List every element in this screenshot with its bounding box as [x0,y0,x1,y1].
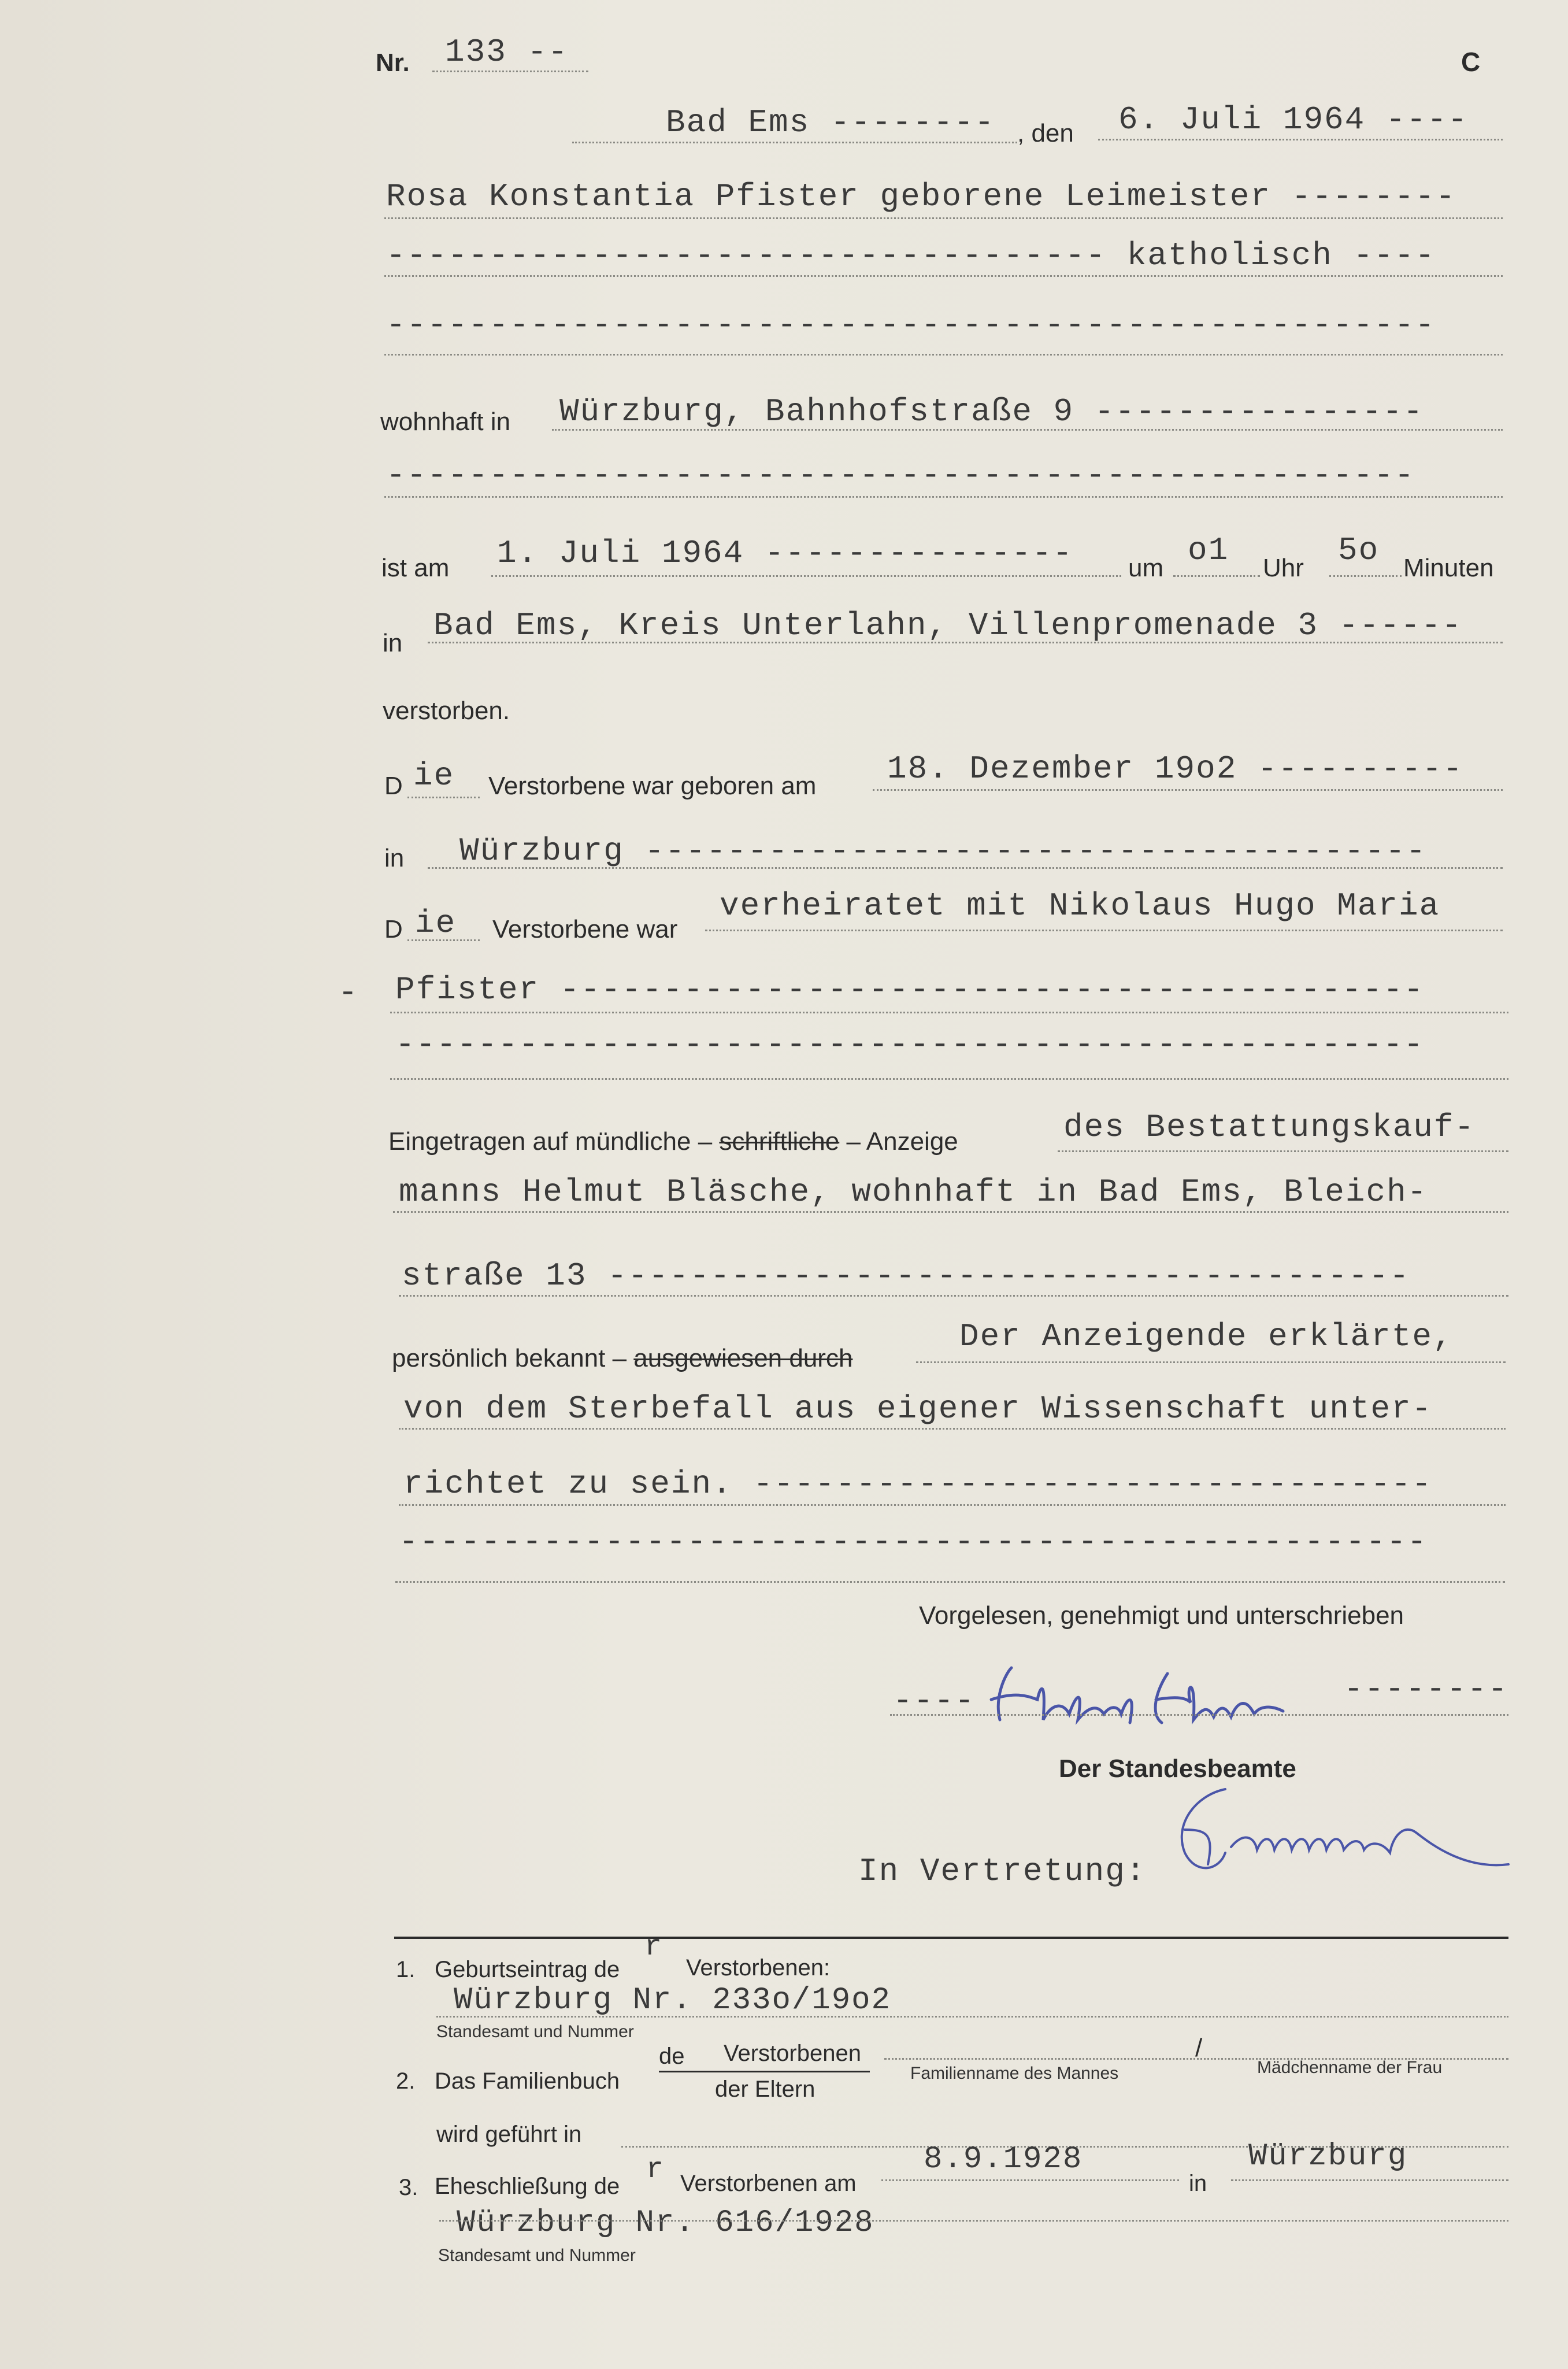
dotted-line [399,1428,1506,1430]
entry-number: 133 -- [445,34,569,71]
dotted-line [491,575,1121,577]
dotted-line [439,2220,1508,2222]
birth-d-fill: ie [413,757,455,794]
item3-place: Würzburg [1248,2139,1408,2174]
dotted-line [1173,575,1260,577]
geboren-label: Verstorbene war geboren am [488,772,817,800]
name-line-2: ----------------------------------- katholisch ---- [386,237,1436,274]
birth-in-label: in [384,844,405,872]
dotted-line [428,642,1503,643]
marital-line-1: verheiratet mit Nikolaus Hugo Maria [720,887,1440,924]
sig-dashes-right: -------- [1344,1671,1508,1708]
item3-label-b: Verstorbenen am [680,2171,857,2196]
item2-number: 2. [396,2068,416,2094]
identity-line-1: Der Anzeigende erklärte, [959,1318,1454,1355]
dotted-line [384,496,1503,498]
item1-label-b: Verstorbenen: [686,1955,831,1981]
item2-eltern: der Eltern [715,2076,815,2102]
marital-d-prefix: D [384,915,403,943]
dotted-line [384,275,1503,277]
registration-line-2: manns Helmut Bläsche, wohnhaft in Bad Ems, Bleich- [399,1174,1428,1211]
dotted-line [916,1361,1506,1363]
deputy-signature [1162,1778,1520,1887]
dotted-line [428,867,1503,869]
place-value: Bad Ems -------- [666,104,995,141]
dotted-line [384,217,1503,219]
margin-dash: - [338,974,359,1011]
dotted-line [407,797,480,798]
dotted-line [1329,575,1402,577]
dotted-line [890,1714,1508,1716]
ist-am-label: ist am [381,554,450,582]
identity-line-4: -------------------------------------------------- [399,1523,1428,1560]
birth-date: 18. Dezember 19o2 ---------- [887,750,1463,787]
minuten-label: Minuten [1403,554,1494,582]
item2-de: de [659,2044,685,2069]
registration-label-a: Eingetragen auf mündliche – [388,1127,713,1156]
identity-struck: ausgewiesen durch [633,1344,853,1372]
dotted-line [1058,1150,1508,1152]
registration-label [388,1127,958,1156]
item2-husband-label: Familienname des Mannes [910,2064,1119,2083]
death-hour: o1 [1188,532,1229,569]
date-value: 6. Juli 1964 ---- [1118,101,1469,138]
item1-label-a: Geburtseintrag de [435,1957,620,1982]
dotted-line [1231,2179,1508,2181]
um-label: um [1128,554,1164,582]
identity-line-3: richtet zu sein. --------------------------------- [403,1465,1433,1502]
sig-dashes-left: ---- [893,1682,976,1719]
dotted-line [881,2179,1179,2181]
identity-label [392,1344,852,1373]
dotted-line [384,354,1503,356]
wohnhaft-label: wohnhaft in [380,408,511,436]
item2-wife-label: Mädchenname der Frau [1257,2058,1443,2077]
dotted-line [705,930,1503,931]
dotted-line [1098,139,1503,140]
dotted-line [393,1211,1508,1213]
death-place: Bad Ems, Kreis Unterlahn, Villenpromenade 3 ------ [433,607,1463,644]
dotted-line [399,1504,1506,1506]
item3-number: 3. [399,2175,418,2200]
uhr-label: Uhr [1263,554,1304,582]
standesamt-label-2: Standesamt und Nummer [438,2246,636,2265]
item2-label: Das Familienbuch [435,2068,620,2094]
identity-line-2: von dem Sterbefall aus eigener Wissenschaft unter- [403,1390,1433,1427]
dotted-line [395,1581,1505,1583]
item2-verstorbenen: Verstorbenen [724,2041,861,2066]
registration-line-1: des Bestattungskauf- [1063,1109,1476,1146]
marital-line-3: -------------------------------------------------- [395,1026,1425,1063]
nr-label: Nr. [376,49,410,77]
name-line-3: --------------------------------------------------- [386,306,1436,343]
dotted-line [572,142,1017,143]
registration-line-3: straße 13 --------------------------------------- [402,1257,1410,1294]
birth-d-prefix: D [384,772,403,800]
corner-letter: C [1461,47,1481,77]
item1-value: Würzburg Nr. 233o/19o2 [454,1983,891,2018]
dotted-line [399,1295,1508,1297]
marital-d-fill: ie [415,905,457,942]
dotted-line [407,939,480,941]
registrar-label: Der Standesbeamte [1059,1754,1296,1783]
item3-fill: r [646,2153,665,2186]
item2-slash: / [1195,2034,1203,2062]
birth-place: Würzburg -------------------------------------- [459,832,1427,869]
death-date: 1. Juli 1964 --------------- [497,535,1073,572]
item3-in: in [1189,2171,1207,2196]
identity-label-a: persönlich bekannt – [392,1344,627,1372]
registration-label-b: – Anzeige [846,1127,958,1156]
standesamt-label: Standesamt und Nummer [436,2022,634,2041]
in-label: in [383,629,403,657]
verstorben-label: verstorben. [383,697,510,725]
wird-gefuehrt-label: wird geführt in [436,2122,582,2147]
residence-line-2: -------------------------------------------------- [386,457,1415,494]
dotted-line [873,789,1503,791]
residence-line-1: Würzburg, Bahnhofstraße 9 ---------------- [559,393,1424,430]
marital-line-2: Pfister ------------------------------------------ [395,971,1425,1008]
read-approved-label: Vorgelesen, genehmigt und unterschrieben [919,1601,1404,1630]
item3-date: 8.9.1928 [924,2142,1083,2177]
verheiratet-label: Verstorbene war [492,915,678,943]
deputy-label: In Vertretung: [858,1853,1147,1890]
item1-fill: r [644,1931,663,1964]
item3-label-a: Eheschließung de [435,2174,620,2199]
dotted-line [552,429,1503,431]
dotted-line [390,1078,1508,1080]
dotted-line [390,1012,1508,1013]
dotted-line [436,2016,1508,2018]
registrar-signature [983,1650,1306,1737]
den-label: , den [1017,119,1074,147]
footer-divider [394,1937,1508,1939]
item2-fraction-line [659,2071,870,2072]
name-line-1: Rosa Konstantia Pfister geborene Leimeister -------- [386,178,1456,215]
dotted-line [432,71,588,72]
death-minutes: 5o [1338,532,1380,569]
registration-struck: schriftliche [719,1127,840,1156]
item1-number: 1. [396,1957,416,1982]
item3-value: Würzburg Nr. 616/1928 [457,2205,874,2241]
